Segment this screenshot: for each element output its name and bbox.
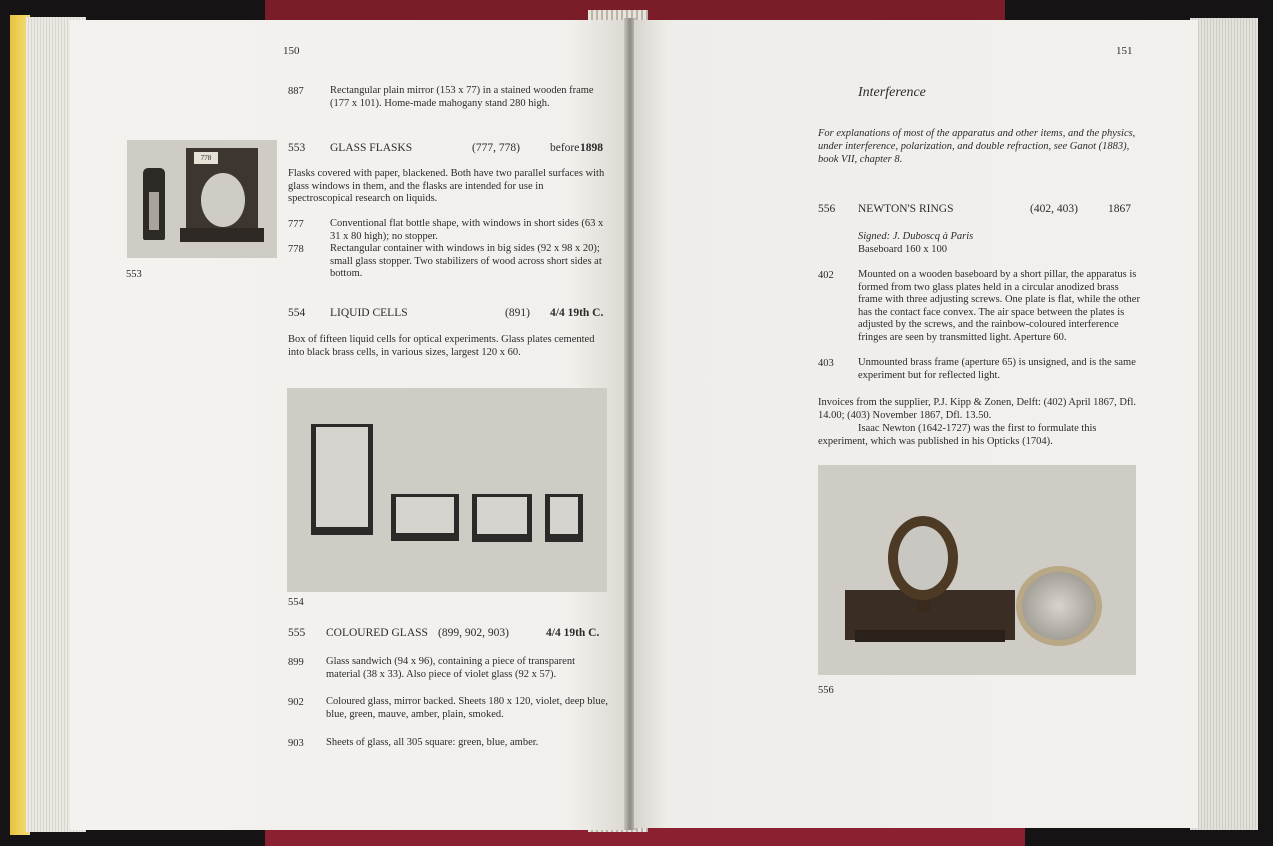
subitem-number: 777 [288,219,304,230]
entry-date: 4/4 19th C. [546,627,600,639]
item-number: 887 [288,86,304,97]
subitem-number: 778 [288,244,304,255]
photo-caption: 554 [288,597,304,608]
signed-line: Signed: J. Duboscq à Paris [858,231,974,242]
liquid-cell-small [545,494,583,542]
intro-text: For explanations of most of the apparatus and other items, and the physics, [818,128,1136,139]
liquid-cell-large [311,424,373,535]
entry-date: 1867 [1108,203,1131,215]
baseboard-line: Baseboard 160 x 100 [858,244,947,255]
subitem-text: Conventional flat bottle shape, with windows in short sides (63 x 31 x 80 high); no stopper. [330,218,604,242]
subitem-number: 899 [288,657,304,668]
right-page-stack [1190,18,1258,830]
flask-778 [186,148,258,240]
entry-title: COLOURED GLASS [326,627,428,639]
entry-number: 556 [818,203,836,215]
photo-newtons-rings [818,465,1136,675]
entry-date: 1898 [580,142,603,154]
intro-text: book VII, chapter 8. [818,154,903,165]
entry-description: Box of fifteen liquid cells for optical experiments. Glass plates cemented into black brass cells, in various sizes, largest 120 x 60. [288,334,595,358]
subitem-number: 402 [818,270,834,281]
photo-caption: 556 [818,685,834,696]
entry-refs: (777, 778) [472,142,520,154]
entry-date-prefix: before [550,142,580,154]
entry-number: 554 [288,307,306,319]
entry-title: LIQUID CELLS [330,307,408,319]
flask-label: 778 [194,152,218,164]
subitem-text: Rectangular container with windows in big sides (92 x 98 x 20); small glass stopper. Two stabilizers of wood across short sides at bottom. [330,243,602,280]
subitem-text: Sheets of glass, all 305 square: green, blue, amber. [326,737,539,748]
entry-title: GLASS FLASKS [330,142,413,154]
flask-777 [143,168,165,240]
note-text: Isaac Newton (1642-1727) was the first to formulate this experiment, which was published in his Opticks (1704). [818,423,1097,447]
subitem-number: 403 [818,358,834,369]
liquid-cell [391,494,459,541]
entry-title: NEWTON'S RINGS [858,203,954,215]
subitem-text: Unmounted brass frame (aperture 65) is unsigned, and is the same experiment but for reflected light. [858,357,1136,381]
entry-refs: (899, 902, 903) [438,627,509,639]
left-page-number: 150 [283,45,300,57]
photo-caption: 553 [126,269,142,280]
subitem-number: 903 [288,738,304,749]
entry-description: Flasks covered with paper, blackened. Both have two parallel surfaces with glass windows in them, and the flasks are intended for use in spectroscopical research on liquids. [288,168,605,205]
entry-number: 555 [288,627,306,639]
item-text: Rectangular plain mirror (153 x 77) in a stained wooden frame (177 x 101). Home-made mahogany stand 280 high. [330,85,594,109]
subitem-text: Coloured glass, mirror backed. Sheets 180 x 120, violet, deep blue, blue, green, mauve, amber, plain, smoked. [326,696,608,720]
liquid-cell [472,494,532,542]
subitem-text: Mounted on a wooden baseboard by a short pillar, the apparatus is formed from two glass plates held in a circular anodized brass frame with three adjusting screws. One plate is flat, while the other has the contact face convex. The air space between the plates is adjusted by the screws, and the rainbow-coloured interference fringes are seen by transmitted light. Aperture 60. [858,269,1140,343]
entry-refs: (891) [505,307,530,319]
entry-date: 4/4 19th C. [550,307,604,319]
subitem-text: Glass sandwich (94 x 96), containing a piece of transparent material (38 x 33). Also piece of violet glass (92 x 57). [326,656,576,680]
mounted-ring-frame [888,516,958,600]
unmounted-ring-frame [1016,566,1102,646]
right-page-number: 151 [1116,45,1133,57]
entry-refs: (402, 403) [1030,203,1078,215]
invoices-text: Invoices from the supplier, P.J. Kipp & Zonen, Delft: (402) April 1867, Dfl. 14.00; (403) November 1867, Dfl. 13.50. [818,397,1137,421]
intro-text: under interference, polarization, and double refraction, see Ganot (1883), [818,141,1130,152]
subitem-number: 902 [288,697,304,708]
section-title: Interference [858,85,926,100]
entry-number: 553 [288,142,306,154]
